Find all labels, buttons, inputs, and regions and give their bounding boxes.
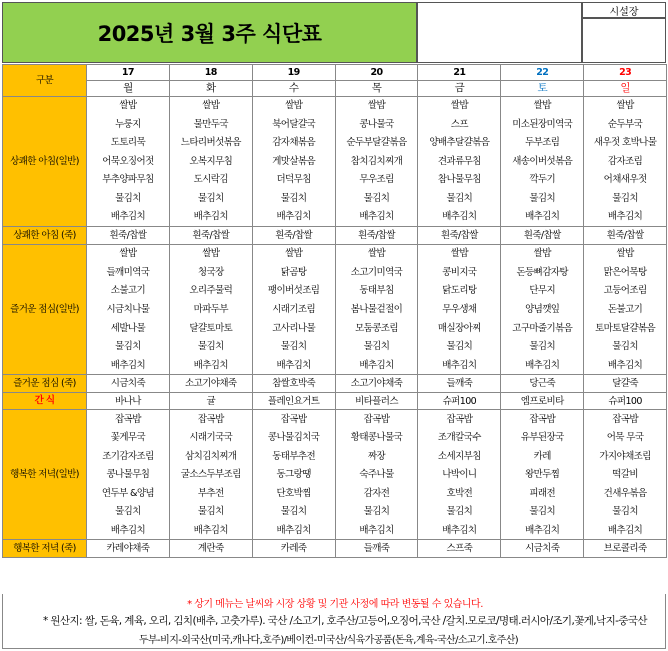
menu-row (3, 410, 667, 429)
menu-item: 물김치 (584, 503, 667, 522)
menu-item: 배추김치 (335, 521, 418, 540)
menu-item: 연두부 &양념 (87, 484, 170, 503)
menu-item: 배추김치 (335, 208, 418, 227)
menu-item: 고구마줄기볶음 (501, 319, 584, 338)
menu-item: 꽃게무국 (87, 428, 170, 447)
porridge-item: 카레죽 (252, 540, 335, 558)
menu-item: 오복지무침 (169, 152, 252, 171)
menu-item: 나박이니 (418, 466, 501, 485)
day-weekday: 일 (584, 81, 667, 97)
porridge-item: 흰죽/찹쌀 (335, 227, 418, 245)
menu-item: 배추김치 (169, 208, 252, 227)
meal-label: 상쾌한 아침(일반) (3, 97, 87, 227)
menu-item: 배추김치 (501, 208, 584, 227)
menu-item: 닭도리탕 (418, 282, 501, 301)
porridge-row (3, 540, 667, 558)
menu-item: 배추김치 (252, 521, 335, 540)
menu-item: 단무지 (501, 282, 584, 301)
menu-item: 물김치 (252, 189, 335, 208)
porridge-item: 흰죽/찹쌀 (87, 227, 170, 245)
menu-item: 스프 (418, 115, 501, 134)
menu-item: 양념깻잎 (501, 300, 584, 319)
menu-item: 들깨미역국 (87, 263, 170, 282)
menu-item: 쌀밥 (335, 97, 418, 116)
menu-item: 배추김치 (169, 521, 252, 540)
menu-row (3, 447, 667, 466)
menu-item: 동그랑땡 (252, 466, 335, 485)
menu-item: 배추김치 (418, 521, 501, 540)
menu-item: 참나물무침 (418, 171, 501, 190)
menu-row (3, 300, 667, 319)
snack-item: 엠프로비타 (501, 393, 584, 410)
menu-row (3, 521, 667, 540)
porridge-item: 소고기야채죽 (335, 375, 418, 393)
menu-item: 부추전 (169, 484, 252, 503)
snack-item: 비타플러스 (335, 393, 418, 410)
menu-item: 콩나물국 (335, 115, 418, 134)
porridge-item: 흰죽/찹쌀 (252, 227, 335, 245)
menu-item: 청국장 (169, 263, 252, 282)
menu-item: 물김치 (584, 189, 667, 208)
approval-stamp-box (582, 18, 666, 63)
menu-item: 쌀밥 (501, 97, 584, 116)
menu-item: 부추양파무침 (87, 171, 170, 190)
menu-item: 피래전 (501, 484, 584, 503)
menu-row (3, 484, 667, 503)
menu-item: 배추김치 (584, 208, 667, 227)
menu-item: 배추김치 (87, 521, 170, 540)
menu-item: 배추김치 (335, 356, 418, 375)
menu-item: 봄나물겉절이 (335, 300, 418, 319)
day-date: 17 (87, 65, 170, 81)
menu-table (2, 64, 667, 558)
menu-item: 팽이버섯조림 (252, 282, 335, 301)
header-date-row (3, 65, 667, 81)
menu-item: 잡곡밥 (252, 410, 335, 429)
porridge-label: 즐거운 점심 (죽) (3, 375, 87, 393)
menu-item: 쌀밥 (584, 245, 667, 264)
menu-item: 쌀밥 (87, 245, 170, 264)
menu-item: 굴소스두부조림 (169, 466, 252, 485)
header-label: 구분 (3, 65, 87, 97)
menu-item: 물김치 (169, 189, 252, 208)
meal-label: 행복한 저녁(일반) (3, 410, 87, 540)
menu-row (3, 263, 667, 282)
menu-item: 시래기조림 (252, 300, 335, 319)
menu-item: 떡갈비 (584, 466, 667, 485)
menu-item: 유부된장국 (501, 428, 584, 447)
menu-item: 닭곰탕 (252, 263, 335, 282)
menu-item: 달걀토마토 (169, 319, 252, 338)
menu-item: 감자조림 (584, 152, 667, 171)
menu-item: 카레 (501, 447, 584, 466)
menu-item: 돈불고기 (584, 300, 667, 319)
porridge-item: 달걀죽 (584, 375, 667, 393)
menu-item: 조기감자조림 (87, 447, 170, 466)
menu-item: 배추김치 (252, 356, 335, 375)
menu-item: 물김치 (501, 503, 584, 522)
porridge-item: 당근죽 (501, 375, 584, 393)
menu-item: 새송이버섯볶음 (501, 152, 584, 171)
menu-item: 배추김치 (418, 208, 501, 227)
menu-row (3, 319, 667, 338)
menu-row (3, 245, 667, 264)
menu-item: 단호박찜 (252, 484, 335, 503)
porridge-row (3, 375, 667, 393)
day-date: 23 (584, 65, 667, 81)
menu-item: 물김치 (335, 338, 418, 357)
menu-item: 양배추달걀볶음 (418, 134, 501, 153)
menu-item: 쌀밥 (87, 97, 170, 116)
menu-item: 어묵오징어젓 (87, 152, 170, 171)
title-banner (2, 2, 417, 63)
menu-item: 배추김치 (87, 356, 170, 375)
menu-item: 배추김치 (169, 356, 252, 375)
menu-item: 콩나물김치국 (252, 428, 335, 447)
menu-item: 물만두국 (169, 115, 252, 134)
porridge-item: 들깨죽 (335, 540, 418, 558)
menu-item: 물김치 (87, 338, 170, 357)
porridge-item: 들깨죽 (418, 375, 501, 393)
menu-item: 배추김치 (584, 356, 667, 375)
porridge-item: 소고기야채죽 (169, 375, 252, 393)
porridge-row (3, 227, 667, 245)
menu-item: 고등어조림 (584, 282, 667, 301)
menu-item: 쌀밥 (418, 97, 501, 116)
menu-item: 쌀밥 (169, 97, 252, 116)
snack-item: 슈퍼100 (418, 393, 501, 410)
origin-line-2: 두부-비지-외국산(미국,캐나다,호주)/베이컨-미국산/식육가공품(돈육,계육-국산/소고기.호주산) (139, 635, 519, 646)
menu-item: 물김치 (169, 338, 252, 357)
page-title: 2025년 3월 3주 식단표 (97, 21, 322, 46)
menu-item: 배추김치 (501, 521, 584, 540)
menu-item: 더덕무침 (252, 171, 335, 190)
menu-item: 무우조림 (335, 171, 418, 190)
menu-item: 도토리묵 (87, 134, 170, 153)
porridge-label: 행복한 저녁 (죽) (3, 540, 87, 558)
menu-item: 쌀밥 (418, 245, 501, 264)
menu-row (3, 503, 667, 522)
menu-item: 건새우볶음 (584, 484, 667, 503)
menu-item: 물김치 (418, 189, 501, 208)
menu-row (3, 171, 667, 190)
day-weekday: 토 (501, 81, 584, 97)
menu-row (3, 97, 667, 116)
snack-label: 간 식 (3, 393, 87, 410)
menu-item: 매실장아찌 (418, 319, 501, 338)
menu-item: 잡곡밥 (584, 410, 667, 429)
snack-item: 슈퍼100 (584, 393, 667, 410)
menu-item: 배추김치 (418, 356, 501, 375)
menu-item: 물김치 (169, 503, 252, 522)
menu-item: 쌀밥 (335, 245, 418, 264)
menu-item: 순두부달걀볶음 (335, 134, 418, 153)
day-date: 20 (335, 65, 418, 81)
menu-item: 물김치 (335, 189, 418, 208)
day-weekday: 월 (87, 81, 170, 97)
porridge-item: 계란죽 (169, 540, 252, 558)
day-date: 18 (169, 65, 252, 81)
menu-item: 물김치 (501, 338, 584, 357)
origin-line: * 원산지: 쌀, 돈육, 계육, 오리, 김치(배추, 고춧가루). 국산 /소고기, 호주산/고등어,오징어,국산 /갈치.모로코/명태.러시아/조기,꽃게,낙지-중국산 (43, 615, 647, 627)
menu-item: 어묵 무국 (584, 428, 667, 447)
menu-item: 모둠콩조림 (335, 319, 418, 338)
menu-item: 소고기미역국 (335, 263, 418, 282)
day-weekday: 금 (418, 81, 501, 97)
notes-area (2, 594, 666, 649)
snack-item: 바나나 (87, 393, 170, 410)
menu-row (3, 208, 667, 227)
menu-item: 쌀밥 (252, 97, 335, 116)
menu-item: 배추김치 (252, 208, 335, 227)
menu-item: 왕만두찜 (501, 466, 584, 485)
menu-item: 숙주나물 (335, 466, 418, 485)
porridge-item: 참쌀호박죽 (252, 375, 335, 393)
menu-item: 시래기국국 (169, 428, 252, 447)
menu-row (3, 428, 667, 447)
menu-item: 세발나물 (87, 319, 170, 338)
header-weekday-row (3, 81, 667, 97)
porridge-item: 카레야채죽 (87, 540, 170, 558)
menu-item: 물김치 (418, 503, 501, 522)
menu-item: 감자전 (335, 484, 418, 503)
porridge-item: 흰죽/찹쌀 (584, 227, 667, 245)
menu-item: 배추김치 (87, 208, 170, 227)
menu-item: 배추김치 (584, 521, 667, 540)
menu-item: 잡곡밥 (418, 410, 501, 429)
menu-item: 느타리버섯볶음 (169, 134, 252, 153)
menu-item: 물김치 (584, 338, 667, 357)
menu-item: 어채새우젓 (584, 171, 667, 190)
porridge-item: 시금치죽 (87, 375, 170, 393)
day-weekday: 수 (252, 81, 335, 97)
approval-blank-area (417, 2, 582, 63)
menu-item: 조개칼국수 (418, 428, 501, 447)
porridge-item: 시금치죽 (501, 540, 584, 558)
menu-item: 마파두부 (169, 300, 252, 319)
menu-item: 물김치 (501, 189, 584, 208)
menu-item: 물김치 (335, 503, 418, 522)
menu-row (3, 338, 667, 357)
menu-item: 무우생채 (418, 300, 501, 319)
menu-row (3, 152, 667, 171)
menu-item: 쌀밥 (501, 245, 584, 264)
menu-item: 물김치 (87, 189, 170, 208)
menu-item: 누룽지 (87, 115, 170, 134)
menu-item: 미소된장미역국 (501, 115, 584, 134)
snack-item: 플레인요거트 (252, 393, 335, 410)
menu-item: 호박전 (418, 484, 501, 503)
menu-item: 견과류무침 (418, 152, 501, 171)
menu-item: 삼치김치찌개 (169, 447, 252, 466)
menu-item: 동태부추전 (252, 447, 335, 466)
menu-item: 게맛살볶음 (252, 152, 335, 171)
menu-item: 북어달걀국 (252, 115, 335, 134)
menu-item: 소세지부침 (418, 447, 501, 466)
menu-row (3, 134, 667, 153)
menu-item: 물김치 (87, 503, 170, 522)
menu-item: 잡곡밥 (335, 410, 418, 429)
menu-row (3, 466, 667, 485)
menu-item: 잡곡밥 (501, 410, 584, 429)
porridge-item: 흰죽/찹쌀 (418, 227, 501, 245)
menu-item: 콩비지국 (418, 263, 501, 282)
day-date: 22 (501, 65, 584, 81)
menu-item: 맑은어묵탕 (584, 263, 667, 282)
menu-item: 고사리나물 (252, 319, 335, 338)
approval-label: 시설장 (582, 2, 666, 18)
snack-row (3, 393, 667, 410)
menu-row (3, 115, 667, 134)
day-weekday: 목 (335, 81, 418, 97)
day-date: 19 (252, 65, 335, 81)
menu-item: 물김치 (418, 338, 501, 357)
menu-item: 깍두기 (501, 171, 584, 190)
menu-item: 새우젓 호박나물 (584, 134, 667, 153)
menu-item: 감자채볶음 (252, 134, 335, 153)
menu-item: 도시락김 (169, 171, 252, 190)
porridge-item: 브로콜리죽 (584, 540, 667, 558)
porridge-item: 흰죽/찹쌀 (501, 227, 584, 245)
menu-item: 가지야채조림 (584, 447, 667, 466)
menu-item: 토마토달걀볶음 (584, 319, 667, 338)
menu-row (3, 356, 667, 375)
day-weekday: 화 (169, 81, 252, 97)
day-date: 21 (418, 65, 501, 81)
menu-row (3, 282, 667, 301)
menu-item: 오리주물럭 (169, 282, 252, 301)
menu-item: 잡곡밥 (87, 410, 170, 429)
menu-item: 쌀밥 (252, 245, 335, 264)
menu-item: 돈등뼈감자탕 (501, 263, 584, 282)
menu-item: 물김치 (252, 338, 335, 357)
menu-item: 소불고기 (87, 282, 170, 301)
porridge-item: 흰죽/찹쌀 (169, 227, 252, 245)
menu-item: 두부조림 (501, 134, 584, 153)
menu-item: 쌀밥 (169, 245, 252, 264)
porridge-label: 상쾌한 아침 (죽) (3, 227, 87, 245)
menu-item: 콩나물무침 (87, 466, 170, 485)
menu-item: 잡곡밥 (169, 410, 252, 429)
menu-item: 시금치나물 (87, 300, 170, 319)
menu-item: 배추김치 (501, 356, 584, 375)
menu-item: 쌀밥 (584, 97, 667, 116)
menu-item: 물김치 (252, 503, 335, 522)
menu-row (3, 189, 667, 208)
menu-item: 동태부침 (335, 282, 418, 301)
menu-item: 황태콩나물국 (335, 428, 418, 447)
snack-item: 귤 (169, 393, 252, 410)
menu-item: 순두부국 (584, 115, 667, 134)
meal-label: 즐거운 점심(일반) (3, 245, 87, 375)
porridge-item: 스프죽 (418, 540, 501, 558)
menu-item: 짜장 (335, 447, 418, 466)
menu-item: 참치김치찌개 (335, 152, 418, 171)
notice-line: * 상기 메뉴는 날씨와 시장 상황 및 기관 사정에 따라 변동될 수 있습니다. (187, 599, 483, 610)
